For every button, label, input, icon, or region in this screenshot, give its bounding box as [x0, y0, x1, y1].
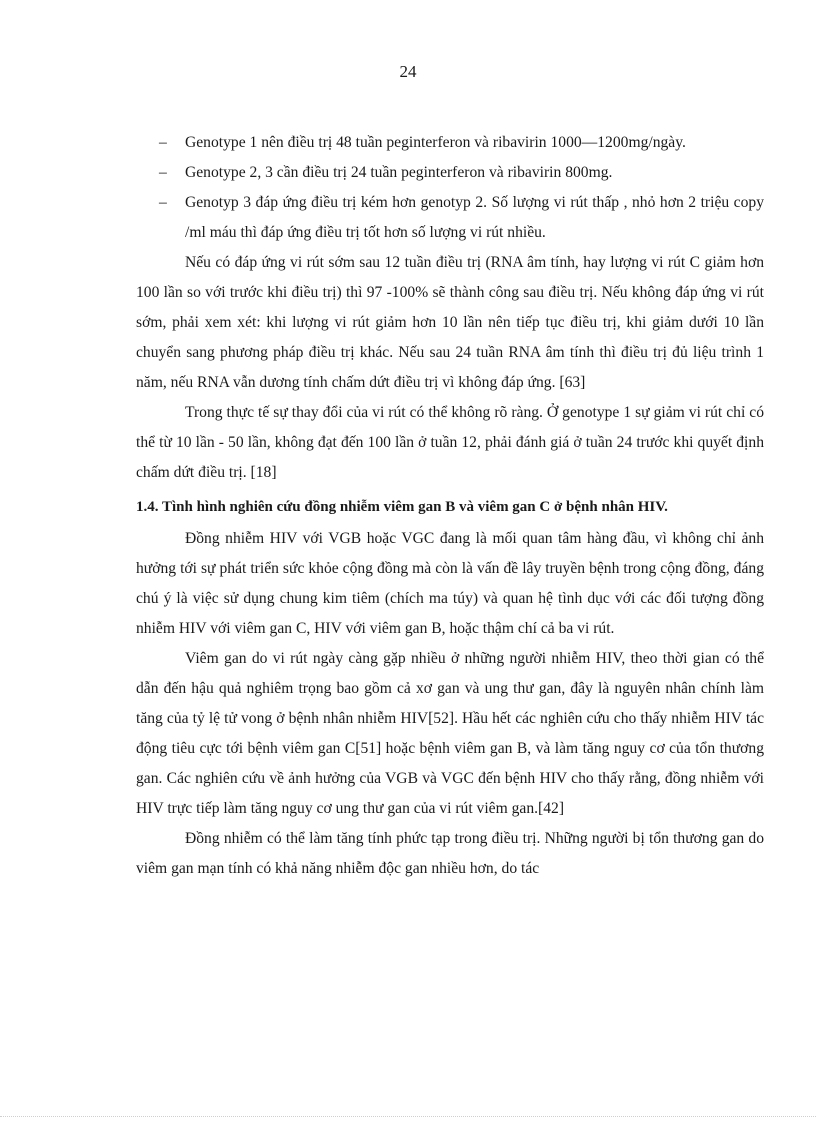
section-heading: 1.4. Tình hình nghiên cứu đồng nhiễm viêm gan B và viêm gan C ở bệnh nhân HIV. [136, 499, 668, 515]
paragraph: Nếu có đáp ứng vi rút sớm sau 12 tuần điều trị (RNA âm tính, hay lượng vi rút C giảm hơn 100 lần so với trước khi điều trị) thì 97 -100% sẽ thành công sau điều trị. Nếu không đáp ứng vi rút sớm, phải xem xét: khi lượng vi rút giảm hơn 10 lần nên tiếp tục điều trị, khi giảm dưới 10 lần chuyển sang phương pháp điều trị khác. Nếu sau 24 tuần RNA âm tính thì điều trị đủ liệu trình 1 năm, nếu RNA vẫn dương tính chấm dứt điều trị vì không đáp ứng. [63] [136, 254, 764, 391]
paragraph: Đồng nhiễm có thể làm tăng tính phức tạp trong điều trị. Những người bị tổn thương gan do viêm gan mạn tính có khả năng nhiễm độc gan nhiều hơn, do tác [136, 830, 764, 877]
page-body [136, 128, 764, 884]
paragraph: Viêm gan do vi rút ngày càng gặp nhiều ở những người nhiễm HIV, theo thời gian có thể dẫn đến hậu quả nghiêm trọng bao gồm cả xơ gan và ung thư gan, đây là nguyên nhân chính làm tăng của tỷ lệ tử vong ở bệnh nhân nhiễm HIV[52]. Hầu hết các nghiên cứu cho thấy nhiễm HIV tác động tiêu cực tới bệnh viêm gan C[51] hoặc bệnh viêm gan B, và làm tăng nguy cơ của tổn thương gan. Các nghiên cứu về ảnh hưởng của VGB và VGC đến bệnh HIV cho thấy rằng, đồng nhiễm với HIV trực tiếp làm tăng nguy cơ ung thư gan của vi rút viêm gan.[42] [136, 650, 764, 817]
bullet-item [136, 188, 764, 248]
bullet-dash: – [159, 164, 167, 181]
footer-divider [0, 1116, 816, 1117]
bullet-dash: – [159, 194, 167, 211]
bullet-text: Genotype 1 nên điều trị 48 tuần peginterferon và ribavirin 1000—1200mg/ngày. [185, 134, 686, 151]
bullet-dash: – [159, 134, 167, 151]
paragraph: Đồng nhiễm HIV với VGB hoặc VGC đang là mối quan tâm hàng đầu, vì không chỉ ảnh hưởng tới sự phát triển sức khỏe cộng đồng mà còn là vấn đề lây truyền bệnh trong cộng đồng, đáng chú ý là việc sử dụng chung kim tiêm (chích ma túy) và quan hệ tình dục với các đối tượng đồng nhiễm HIV với viêm gan C, HIV với viêm gan B, hoặc thậm chí cả ba vi rút. [136, 530, 764, 637]
bullet-item [136, 128, 764, 158]
bullet-text: Genotyp 3 đáp ứng điều trị kém hơn genotyp 2. Số lượng vi rút thấp , nhỏ hơn 2 triệu copy /ml máu thì đáp ứng điều trị tốt hơn số lượng vi rút nhiều. [185, 194, 764, 241]
page-number: 24 [399, 62, 417, 81]
bullet-text: Genotype 2, 3 cần điều trị 24 tuần peginterferon và ribavirin 800mg. [185, 164, 613, 181]
genotype-bullet-list [136, 128, 764, 248]
bullet-item [136, 158, 764, 188]
paragraph: Trong thực tế sự thay đổi của vi rút có thể không rõ ràng. Ở genotype 1 sự giảm vi rút chỉ có thể từ 10 lần - 50 lần, không đạt đến 100 lần ở tuần 12, phải đánh giá ở tuần 24 trước khi quyết định chấm dứt điều trị. [18] [136, 404, 764, 481]
